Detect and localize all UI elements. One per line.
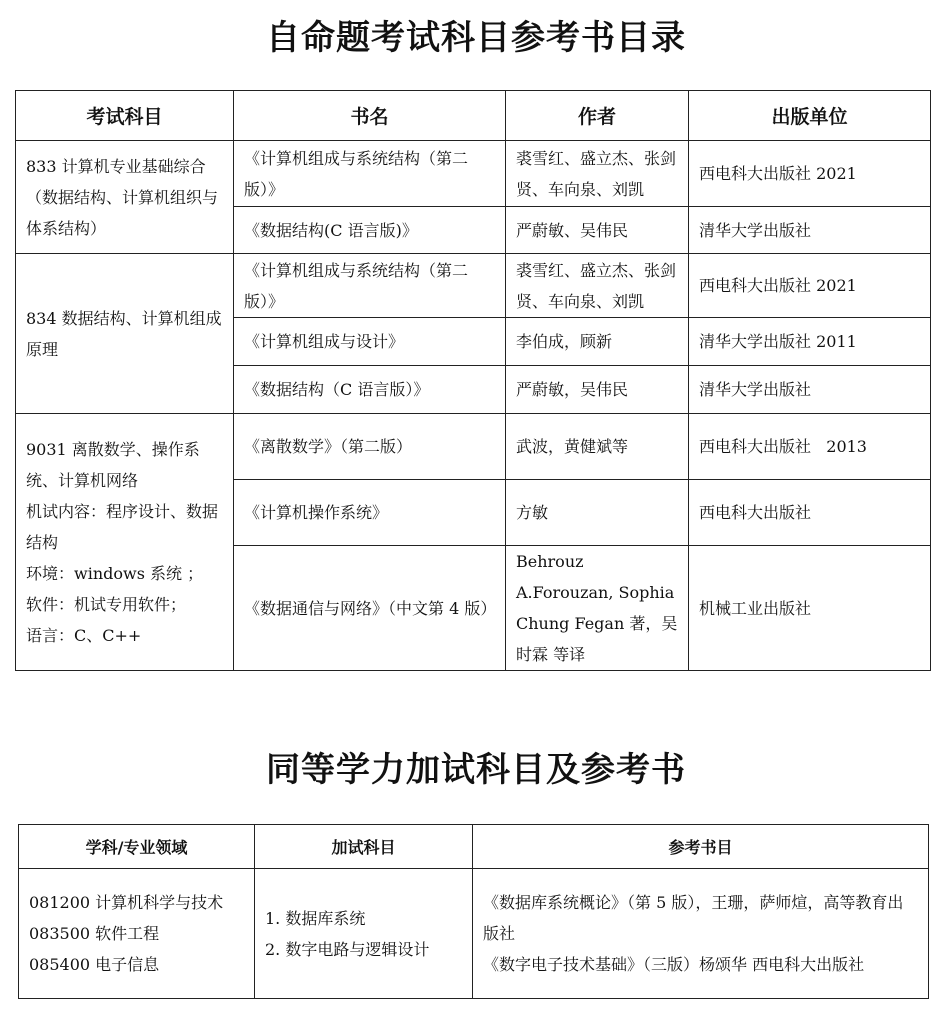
author-cell	[506, 366, 689, 414]
publisher-cell	[689, 546, 931, 671]
header-reference-books: 参考书目	[473, 825, 929, 869]
subject-text: 833 计算机专业基础综合（数据结构、计算机组织与体系结构）	[26, 156, 219, 238]
author-cell	[506, 318, 689, 366]
publisher-cell	[689, 414, 931, 480]
author-cell	[506, 207, 689, 254]
extra-subject-line: 1. 数据库系统	[265, 908, 366, 928]
subject-cell	[16, 414, 234, 671]
equivalent-exam-table	[18, 824, 929, 999]
table-row	[16, 141, 931, 207]
publisher-cell	[689, 141, 931, 207]
table-header-row	[19, 825, 929, 869]
header-author: 作者	[506, 91, 689, 141]
author-cell	[506, 414, 689, 480]
author-cell	[506, 546, 689, 671]
subject-line: 软件：机试专用软件；	[26, 594, 187, 614]
book-text: 《数据结构(C 语言版)》	[244, 220, 418, 240]
extra-subject-cell	[255, 869, 473, 999]
field-cell	[19, 869, 255, 999]
publisher-cell	[689, 318, 931, 366]
author-cell	[506, 480, 689, 546]
book-cell	[234, 318, 506, 366]
author-text: 武波，黄健斌等	[516, 437, 629, 456]
author-text: 方敏	[516, 503, 549, 522]
section-title: 同等学力加试科目及参考书	[266, 750, 686, 790]
reference-books-cell	[473, 869, 929, 999]
subject-text: 834 数据结构、计算机组成原理	[26, 308, 222, 359]
author-text: 裘雪红、盛立杰、张剑贤、车向泉、刘凯	[516, 260, 677, 311]
author-text: Behrouz A.Forouzan, Sophia Chung Fegan 著，吴时霖 等译	[516, 552, 680, 664]
author-cell	[506, 254, 689, 318]
publisher-text: 清华大学出版社	[699, 220, 812, 240]
header-field: 学科/专业领域	[19, 825, 255, 869]
author-text: 严蔚敏，吴伟民	[516, 380, 629, 399]
page-title: 自命题考试科目参考书目录	[266, 18, 686, 58]
extra-subject-line: 2. 数字电路与逻辑设计	[265, 939, 430, 959]
reference-book-line: 《数据库系统概论》（第 5 版），王珊，萨师煊，高等教育出版社	[483, 893, 904, 943]
book-cell	[234, 141, 506, 207]
reference-book-line: 《数字电子技术基础》（三版）杨颂华 西电科大出版社	[483, 955, 865, 974]
table-row	[16, 414, 931, 480]
field-line: 083500 软件工程	[29, 924, 160, 943]
book-cell	[234, 414, 506, 480]
book-text: 《数据结构（C 语言版）》	[244, 380, 430, 399]
book-text: 《计算机组成与系统结构（第二版）》	[244, 148, 469, 199]
book-cell	[234, 254, 506, 318]
table-row	[16, 254, 931, 318]
table-row	[19, 869, 929, 999]
book-text: 《计算机操作系统》	[244, 503, 389, 522]
author-text: 李伯成，顾新	[516, 332, 613, 351]
header-book: 书名	[234, 91, 506, 141]
field-line: 081200 计算机科学与技术	[29, 893, 224, 912]
subject-cell	[16, 141, 234, 254]
publisher-text: 清华大学出版社 2011	[699, 332, 857, 351]
publisher-text: 西电科大出版社 2021	[699, 276, 857, 295]
header-publisher: 出版单位	[689, 91, 931, 141]
reference-books-table	[15, 90, 931, 671]
book-text: 《计算机组成与设计》	[244, 332, 405, 351]
author-text: 严蔚敏、吴伟民	[516, 220, 629, 240]
book-cell	[234, 480, 506, 546]
publisher-cell	[689, 480, 931, 546]
book-text: 《数据通信与网络》（中文第 4 版）	[244, 598, 497, 618]
header-extra-subject: 加试科目	[255, 825, 473, 869]
publisher-text: 西电科大出版社 2013	[699, 437, 867, 456]
table-header-row	[16, 91, 931, 141]
subject-line: 语言：C、C++	[26, 625, 142, 645]
header-subject: 考试科目	[16, 91, 234, 141]
book-text: 《离散数学》（第二版）	[244, 437, 413, 456]
author-text: 裘雪红、盛立杰、张剑贤、车向泉、刘凯	[516, 148, 677, 199]
publisher-cell	[689, 207, 931, 254]
field-line: 085400 电子信息	[29, 955, 160, 974]
book-cell	[234, 207, 506, 254]
publisher-cell	[689, 366, 931, 414]
book-cell	[234, 546, 506, 671]
publisher-text: 清华大学出版社	[699, 380, 812, 399]
subject-line: 环境：windows 系统 ；	[26, 563, 204, 583]
publisher-text: 西电科大出版社	[699, 503, 812, 522]
publisher-text: 机械工业出版社	[699, 598, 812, 618]
publisher-cell	[689, 254, 931, 318]
author-cell	[506, 141, 689, 207]
subject-line: 机试内容：程序设计、数据结构	[26, 501, 219, 552]
book-text: 《计算机组成与系统结构（第二版）》	[244, 260, 469, 311]
book-cell	[234, 366, 506, 414]
subject-cell	[16, 254, 234, 414]
subject-line: 9031 离散数学、操作系统、计算机网络	[26, 439, 200, 490]
publisher-text: 西电科大出版社 2021	[699, 164, 857, 183]
